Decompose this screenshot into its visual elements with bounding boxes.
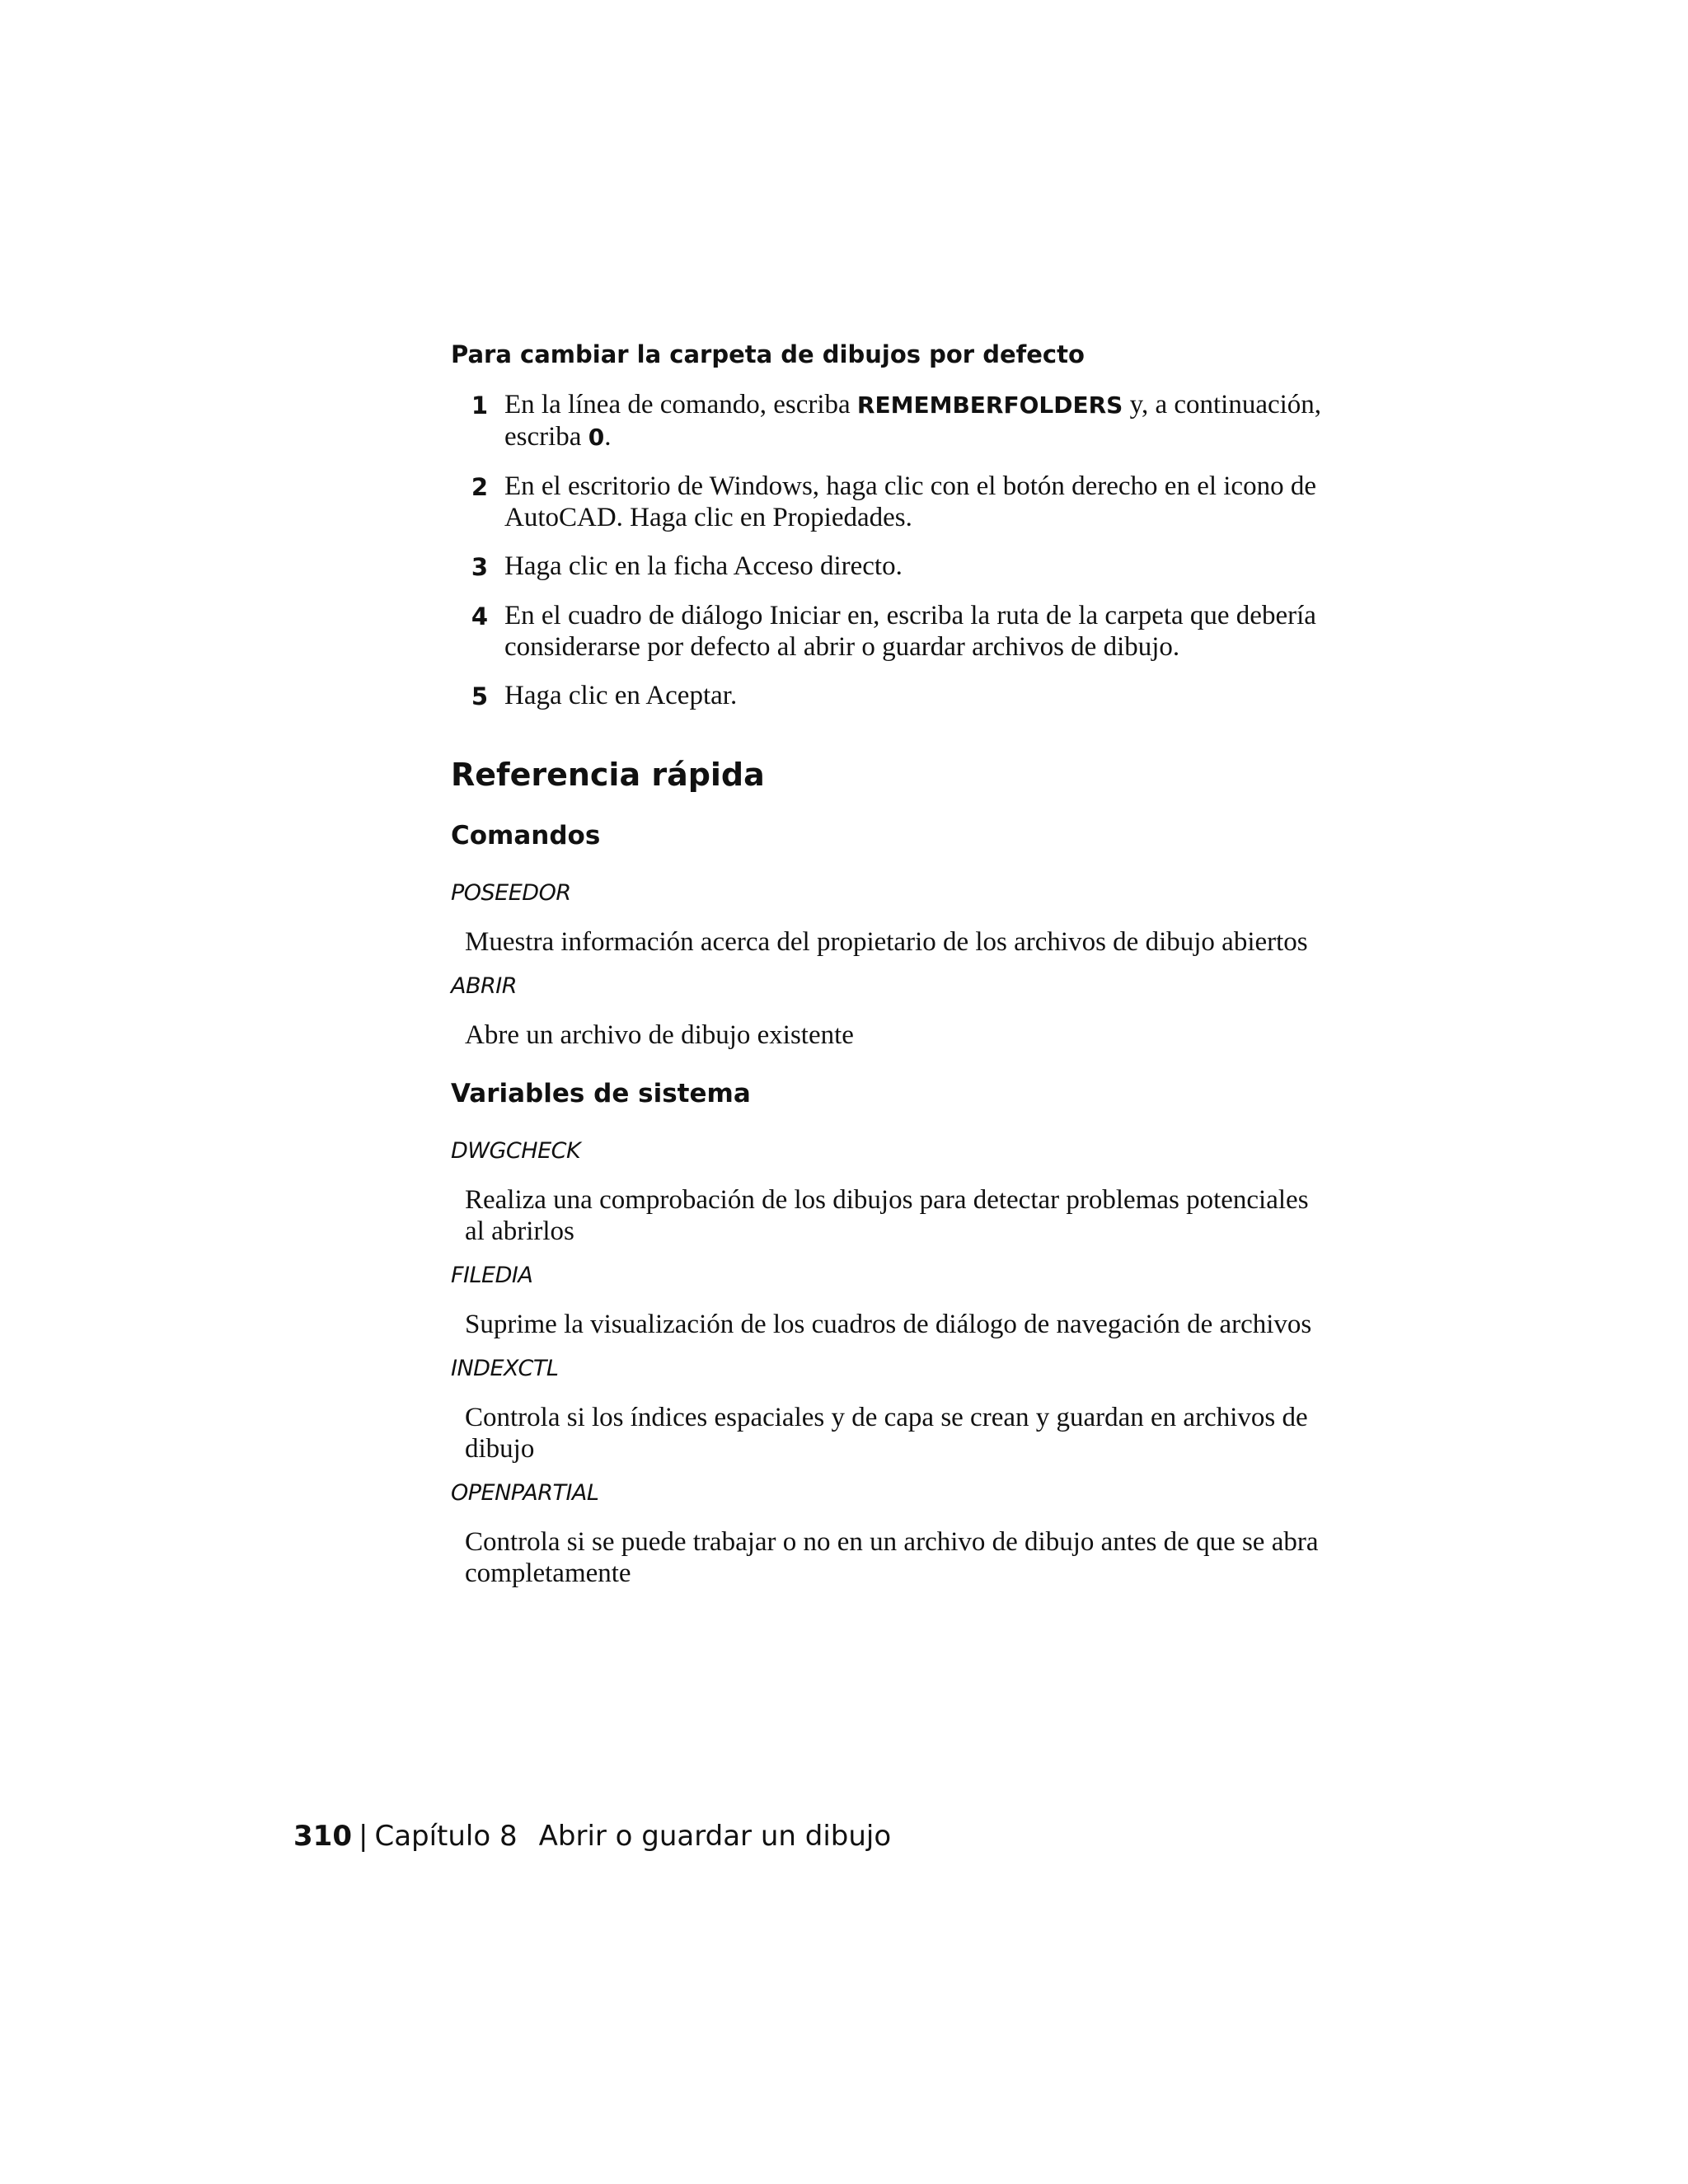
page-number: 310 bbox=[293, 1820, 352, 1853]
command-description: Abre un archivo de dibujo existente bbox=[465, 1020, 854, 1050]
chapter-label: Capítulo 8 bbox=[374, 1820, 518, 1853]
procedure-title: Para cambiar la carpeta de dibujos por defecto bbox=[451, 340, 1085, 368]
page-content bbox=[451, 338, 1325, 1589]
command-term: ABRIR bbox=[451, 973, 517, 999]
system-variable-term: INDEXCTL bbox=[451, 1356, 559, 1381]
step-text bbox=[504, 389, 1325, 453]
quick-reference-heading: Referencia rápida bbox=[451, 757, 765, 793]
command-name: REMEMBERFOLDERS bbox=[856, 391, 1123, 419]
step-text-part: y, a continuación, escriba bbox=[504, 390, 1322, 452]
system-variable-term: OPENPARTIAL bbox=[451, 1480, 599, 1506]
procedure-step bbox=[451, 680, 1325, 712]
step-number: 2 bbox=[471, 473, 488, 501]
system-variable-description: Controla si se puede trabajar o no en un archivo de dibujo antes de que se abra completamente bbox=[465, 1527, 1319, 1588]
system-variables-heading: Variables de sistema bbox=[451, 1079, 751, 1108]
system-variable-term: DWGCHECK bbox=[451, 1138, 581, 1164]
procedure-step bbox=[451, 389, 1325, 453]
procedure-step bbox=[451, 471, 1325, 533]
command-value: 0 bbox=[588, 424, 605, 451]
system-variable-description: Suprime la visualización de los cuadros de diálogo de navegación de archivos bbox=[465, 1310, 1312, 1339]
step-text: Haga clic en la ficha Acceso directo. bbox=[504, 551, 903, 581]
step-number: 1 bbox=[471, 391, 488, 419]
command-description: Muestra información acerca del propietario de los archivos de dibujo abiertos bbox=[465, 927, 1308, 957]
procedure-step bbox=[451, 600, 1325, 663]
page-footer bbox=[293, 1817, 891, 1855]
system-variable-description: Realiza una comprobación de los dibujos para detectar problemas potenciales al abrirlos bbox=[465, 1185, 1309, 1246]
system-variable-description: Controla si los índices espaciales y de capa se crean y guardan en archivos de dibujo bbox=[465, 1403, 1308, 1464]
step-text-part: . bbox=[604, 422, 612, 452]
step-text-part: En la línea de comando, escriba bbox=[504, 390, 857, 419]
step-text: Haga clic en Aceptar. bbox=[504, 681, 738, 710]
step-number: 4 bbox=[471, 602, 488, 630]
procedure-steps bbox=[451, 389, 1325, 712]
step-number: 5 bbox=[471, 682, 488, 710]
system-variable-term: FILEDIA bbox=[451, 1263, 533, 1288]
step-number: 3 bbox=[471, 553, 488, 581]
command-term: POSEEDOR bbox=[451, 880, 571, 906]
procedure-step bbox=[451, 551, 1325, 583]
commands-heading: Comandos bbox=[451, 821, 601, 851]
chapter-title: Abrir o guardar un dibujo bbox=[538, 1820, 892, 1853]
footer-separator: | bbox=[358, 1820, 368, 1853]
step-text: En el cuadro de diálogo Iniciar en, escriba la ruta de la carpeta que debería considerarse por defecto al abrir o guardar archivos de dibujo. bbox=[504, 601, 1316, 662]
step-text: En el escritorio de Windows, haga clic con el botón derecho en el icono de AutoCAD. Haga clic en Propiedades. bbox=[504, 471, 1316, 532]
